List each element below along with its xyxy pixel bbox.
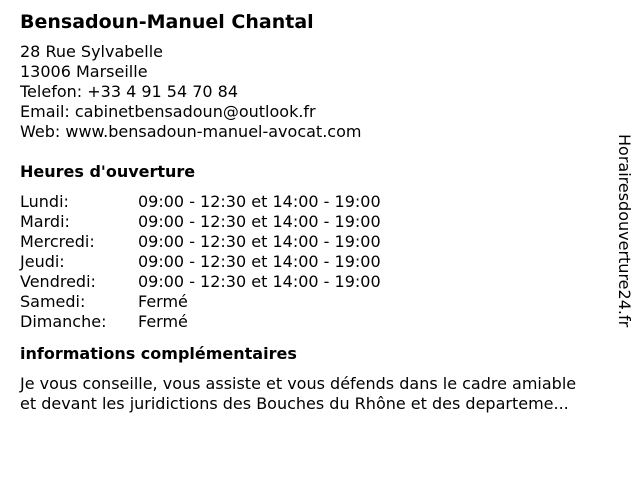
hours-value: 09:00 - 12:30 et 14:00 - 19:00 (138, 272, 381, 291)
hours-value: 09:00 - 12:30 et 14:00 - 19:00 (138, 212, 381, 231)
hours-row-thursday (20, 252, 600, 272)
hours-row-monday (20, 192, 600, 212)
hours-row-friday (20, 272, 600, 292)
hours-value: 09:00 - 12:30 et 14:00 - 19:00 (138, 192, 381, 211)
hours-value: Fermé (138, 312, 188, 331)
hours-row-sunday (20, 312, 600, 332)
day-label: Samedi: (20, 292, 86, 311)
contact-block (20, 42, 600, 142)
info-text-line: et devant les juridictions des Bouches du Rhône et des departeme... (20, 394, 569, 413)
day-label: Mercredi: (20, 232, 95, 251)
day-label: Vendredi: (20, 272, 96, 291)
email-address: Email: cabinetbensadoun@outlook.fr (20, 102, 316, 121)
day-label: Dimanche: (20, 312, 107, 331)
business-card (20, 10, 600, 414)
opening-hours-heading: Heures d'ouverture (20, 162, 196, 181)
hours-value: 09:00 - 12:30 et 14:00 - 19:00 (138, 232, 381, 251)
hours-row-saturday (20, 292, 600, 312)
additional-info-heading: informations complémentaires (20, 344, 297, 363)
hours-value: 09:00 - 12:30 et 14:00 - 19:00 (138, 252, 381, 271)
day-label: Jeudi: (20, 252, 65, 271)
day-label: Mardi: (20, 212, 70, 231)
day-label: Lundi: (20, 192, 69, 211)
hours-row-tuesday (20, 212, 600, 232)
hours-row-wednesday (20, 232, 600, 252)
business-name: Bensadoun-Manuel Chantal (20, 11, 314, 33)
additional-info-text (20, 374, 600, 414)
address-street: 28 Rue Sylvabelle (20, 42, 163, 61)
site-watermark: Horairesdouverture24.fr (615, 134, 634, 328)
website-link[interactable]: Web: www.bensadoun-manuel-avocat.com (20, 122, 362, 141)
address-city: 13006 Marseille (20, 62, 148, 81)
hours-value: Fermé (138, 292, 188, 311)
opening-hours-table (20, 192, 600, 332)
phone-number: Telefon: +33 4 91 54 70 84 (20, 82, 239, 101)
info-text-line: Je vous conseille, vous assiste et vous défends dans le cadre amiable (20, 374, 577, 393)
